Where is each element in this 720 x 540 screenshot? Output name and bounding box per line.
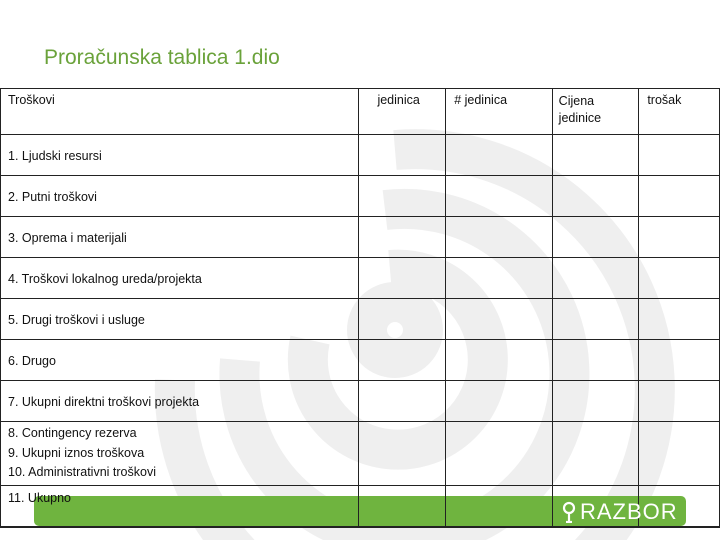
cell-trosak[interactable] xyxy=(639,422,720,486)
cell-trosak[interactable] xyxy=(639,176,720,217)
razbor-logo-icon xyxy=(562,501,576,523)
header-troskovi: Troškovi xyxy=(1,89,359,135)
cell-cijena-jedinice[interactable] xyxy=(552,217,639,258)
cell-jedinica[interactable] xyxy=(359,217,446,258)
cell-jedinica[interactable] xyxy=(359,381,446,422)
row-label: 3. Oprema i materijali xyxy=(1,217,359,258)
header-cijena-jedinice: Cijena jedinice xyxy=(552,89,639,135)
cell-trosak[interactable] xyxy=(639,258,720,299)
budget-table xyxy=(0,88,720,528)
row-label: 6. Drugo xyxy=(1,340,359,381)
cell-trosak[interactable] xyxy=(639,340,720,381)
cell-jedinica[interactable] xyxy=(359,135,446,176)
cell-broj-jedinica[interactable] xyxy=(446,176,552,217)
header-trosak: trošak xyxy=(639,89,720,135)
cell-jedinica[interactable] xyxy=(359,340,446,381)
cell-cijena-jedinice[interactable] xyxy=(552,299,639,340)
cell-broj-jedinica[interactable] xyxy=(446,381,552,422)
row-label: 11. Ukupno xyxy=(1,486,359,527)
table-row xyxy=(1,299,720,340)
cell-trosak[interactable] xyxy=(639,217,720,258)
cell-broj-jedinica[interactable] xyxy=(446,299,552,340)
row-label: 7. Ukupni direktni troškovi projekta xyxy=(1,381,359,422)
cell-cijena-jedinice[interactable] xyxy=(552,340,639,381)
cell-broj-jedinica[interactable] xyxy=(446,422,552,486)
cell-broj-jedinica[interactable] xyxy=(446,258,552,299)
row-label-group xyxy=(1,422,359,486)
table-header-row xyxy=(1,89,720,135)
row-label: 10. Administrativni troškovi xyxy=(8,465,156,480)
page-title: Proračunska tablica 1.dio xyxy=(44,46,280,69)
table-row xyxy=(1,258,720,299)
cell-cijena-jedinice[interactable] xyxy=(552,135,639,176)
row-label: 1. Ljudski resursi xyxy=(1,135,359,176)
header-jedinica: jedinica xyxy=(359,89,446,135)
table-row xyxy=(1,135,720,176)
cell-trosak[interactable] xyxy=(639,299,720,340)
cell-broj-jedinica[interactable] xyxy=(446,135,552,176)
cell-jedinica[interactable] xyxy=(359,176,446,217)
table-row xyxy=(1,217,720,258)
razbor-logo-text: RAZBOR xyxy=(580,499,678,524)
row-label: 2. Putni troškovi xyxy=(1,176,359,217)
cell-broj-jedinica[interactable] xyxy=(446,217,552,258)
table-row xyxy=(1,176,720,217)
cell-jedinica[interactable] xyxy=(359,422,446,486)
cell-broj-jedinica[interactable] xyxy=(446,486,552,527)
cell-broj-jedinica[interactable] xyxy=(446,340,552,381)
header-broj-jedinica: # jedinica xyxy=(446,89,552,135)
razbor-logo xyxy=(562,499,678,525)
cell-cijena-jedinice[interactable] xyxy=(552,381,639,422)
cell-cijena-jedinice[interactable] xyxy=(552,258,639,299)
row-label: 9. Ukupni iznos troškova xyxy=(8,445,145,460)
cell-trosak[interactable] xyxy=(639,135,720,176)
cell-trosak[interactable] xyxy=(639,381,720,422)
table-row xyxy=(1,340,720,381)
row-label: 8. Contingency rezerva xyxy=(8,426,137,441)
table-row xyxy=(1,381,720,422)
table-row xyxy=(1,422,720,486)
row-label: 4. Troškovi lokalnog ureda/projekta xyxy=(1,258,359,299)
cell-cijena-jedinice[interactable] xyxy=(552,176,639,217)
cell-jedinica[interactable] xyxy=(359,299,446,340)
cell-cijena-jedinice[interactable] xyxy=(552,422,639,486)
cell-jedinica[interactable] xyxy=(359,486,446,527)
cell-jedinica[interactable] xyxy=(359,258,446,299)
row-label: 5. Drugi troškovi i usluge xyxy=(1,299,359,340)
